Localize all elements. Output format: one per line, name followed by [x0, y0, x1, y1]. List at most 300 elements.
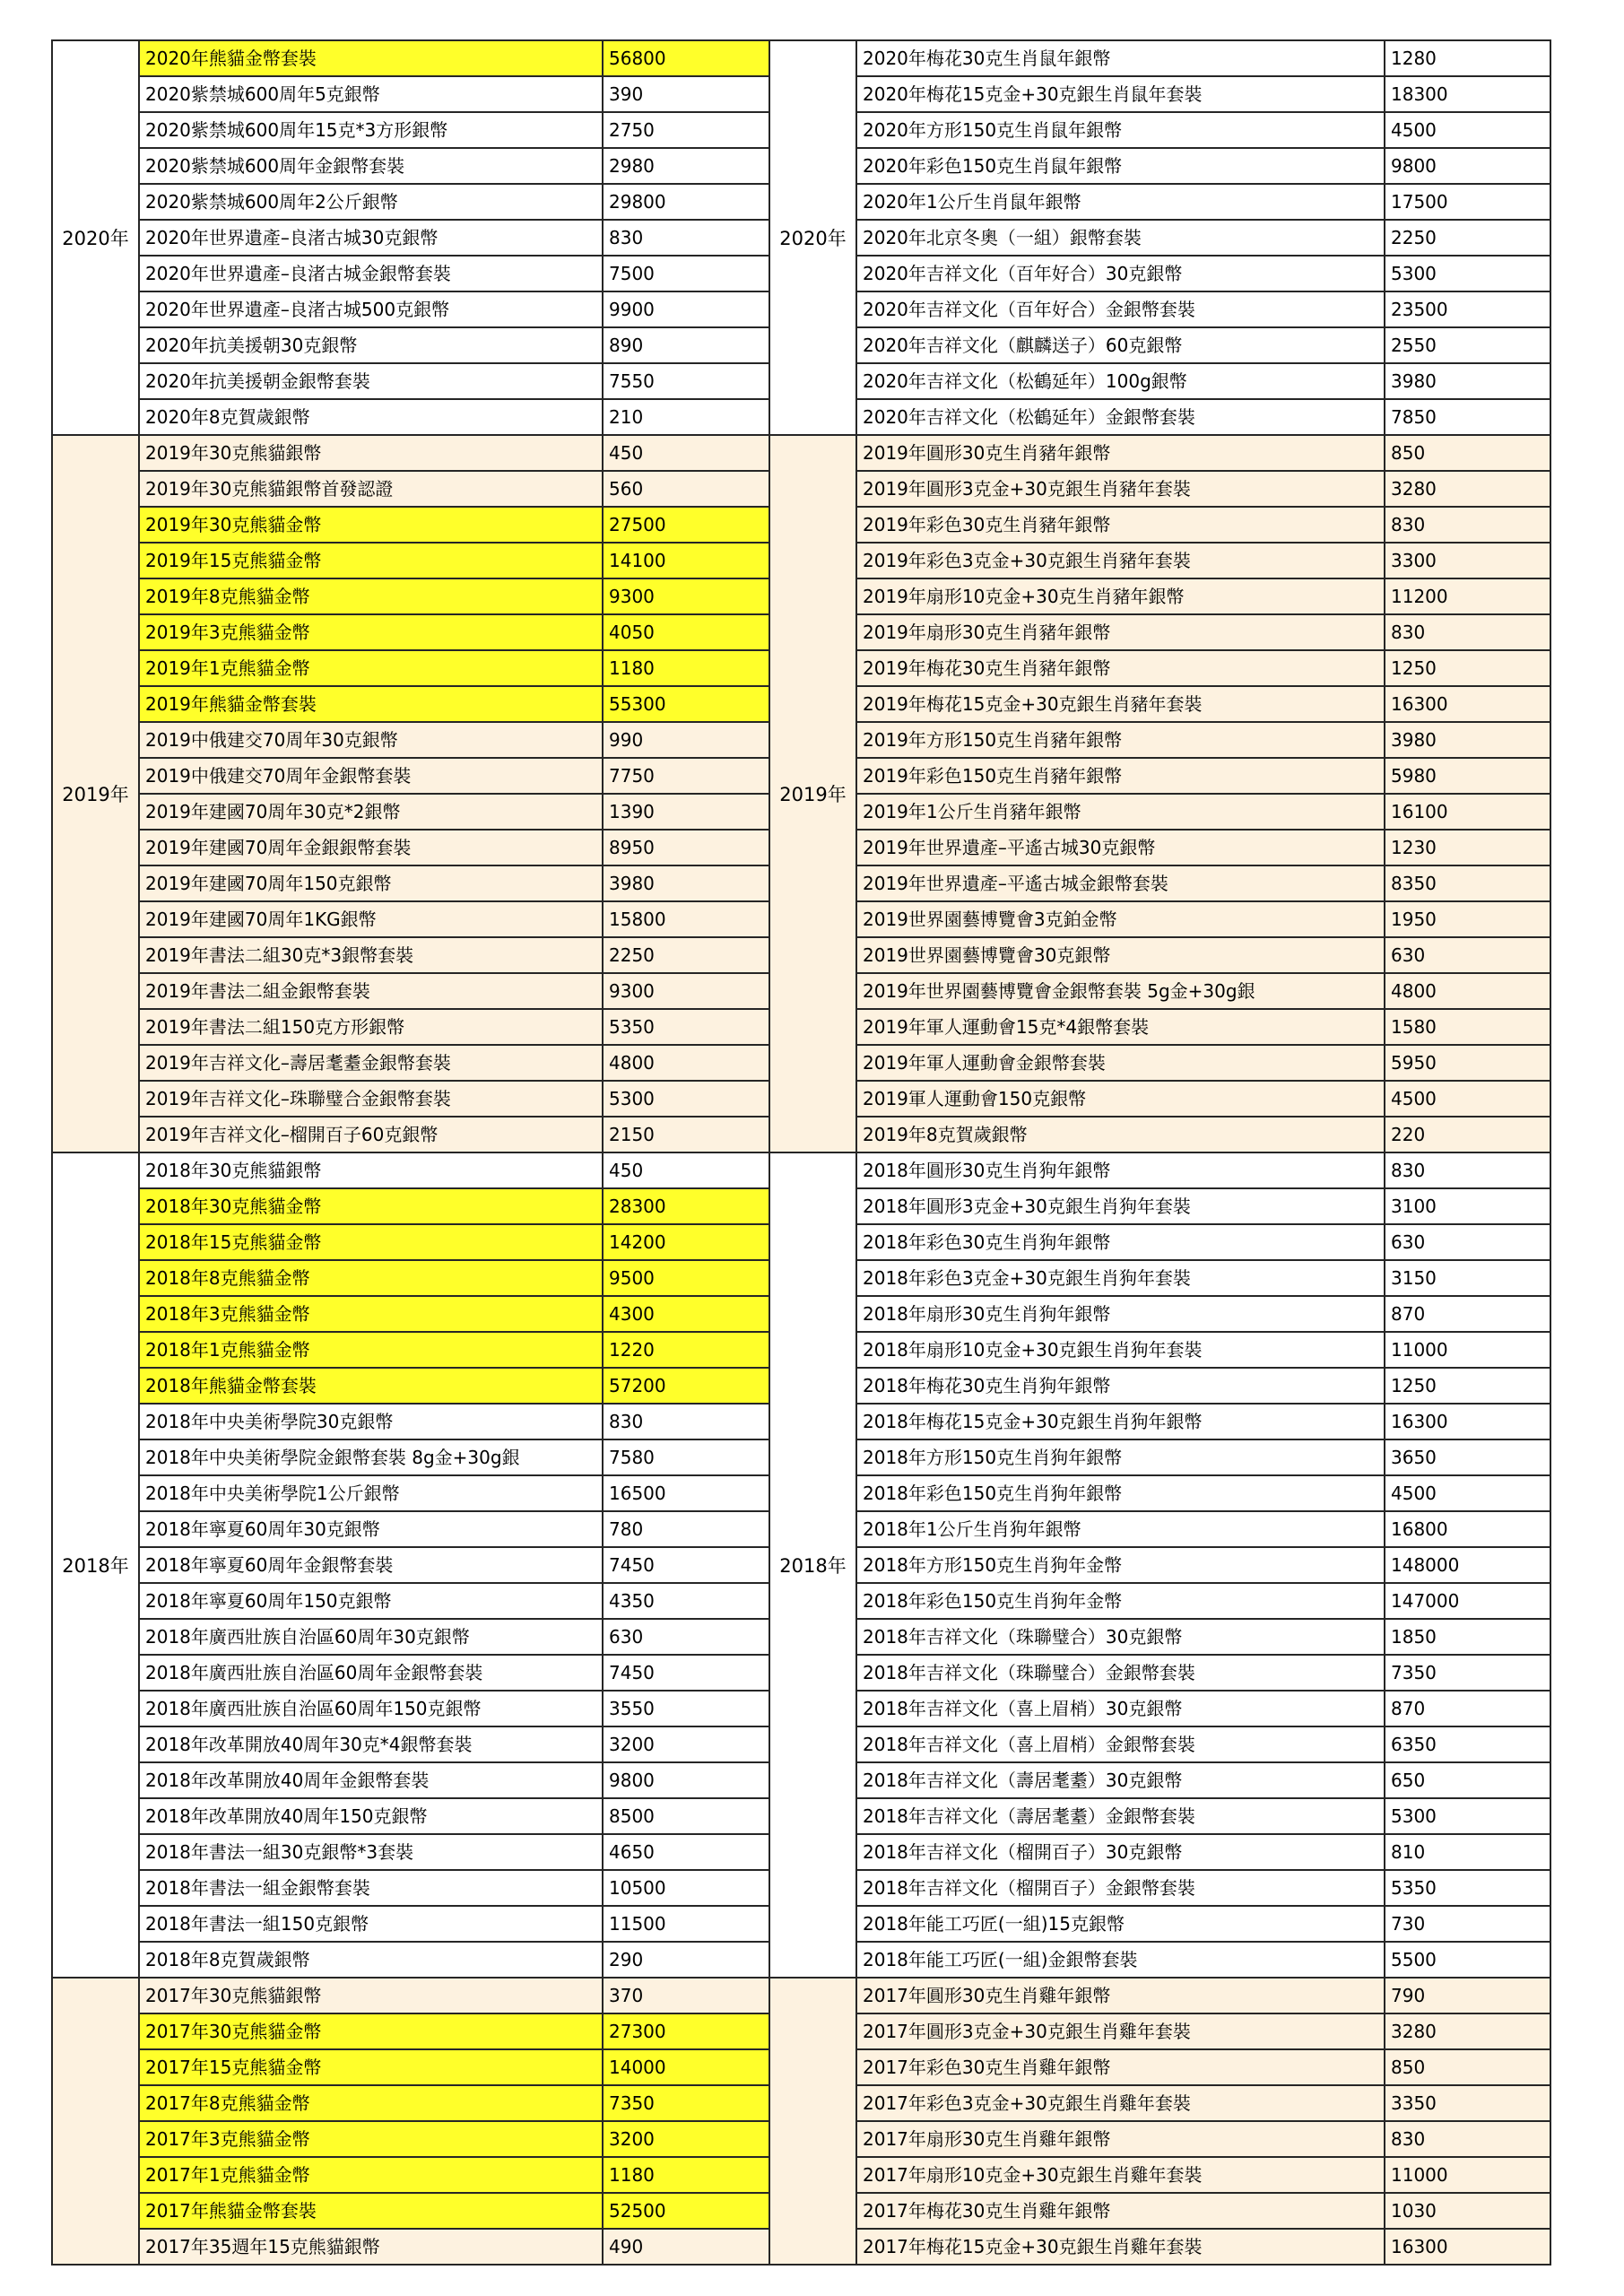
item-price: 790 — [1385, 1978, 1550, 2013]
item-name: 2018年8克賀歲銀幣 — [139, 1942, 603, 1978]
item-price: 990 — [603, 722, 771, 758]
table-row — [52, 1404, 771, 1439]
table-row — [769, 1224, 1550, 1260]
item-name: 2017年8克熊貓金幣 — [139, 2085, 603, 2121]
item-name: 2019年圓形3克金+30克銀生肖豬年套裝 — [856, 471, 1385, 507]
item-name: 2018年梅花15克金+30克銀生肖狗年銀幣 — [856, 1404, 1385, 1439]
table-row — [769, 1045, 1550, 1081]
table-row — [52, 471, 771, 507]
table-row — [769, 1978, 1550, 2013]
table-row — [769, 327, 1550, 363]
table-row — [52, 1511, 771, 1547]
table-row — [769, 1188, 1550, 1224]
item-name: 2019年世界遺產–平遙古城金銀幣套裝 — [856, 865, 1385, 901]
table-row — [52, 1439, 771, 1475]
item-name: 2018年3克熊貓金幣 — [139, 1296, 603, 1332]
table-row — [52, 937, 771, 973]
item-price: 28300 — [603, 1188, 771, 1224]
item-name: 2019年建國70周年金銀銀幣套裝 — [139, 830, 603, 865]
table-row — [769, 220, 1550, 256]
year-label: 2020年 — [769, 40, 856, 435]
item-name: 2018年改革開放40周年金銀幣套裝 — [139, 1762, 603, 1798]
year-label — [769, 1978, 856, 2265]
item-price: 2980 — [603, 148, 771, 184]
item-name: 2019年方形150克生肖豬年銀幣 — [856, 722, 1385, 758]
item-name: 2019年圓形30克生肖豬年銀幣 — [856, 435, 1385, 471]
table-row — [769, 2121, 1550, 2157]
item-name: 2019年軍人運動會15克*4銀幣套裝 — [856, 1009, 1385, 1045]
item-name: 2017年1克熊貓金幣 — [139, 2157, 603, 2193]
table-row — [52, 1691, 771, 1726]
item-name: 2020年吉祥文化（百年好合）金銀幣套裝 — [856, 291, 1385, 327]
item-name: 2019年書法二組150克方形銀幣 — [139, 1009, 603, 1045]
table-row — [52, 1009, 771, 1045]
table-row — [52, 2193, 771, 2229]
table-row — [769, 1117, 1550, 1152]
item-name: 2019年8克賀歲銀幣 — [856, 1117, 1385, 1152]
table-row — [769, 1404, 1550, 1439]
table-row — [52, 758, 771, 794]
item-price: 730 — [1385, 1906, 1550, 1942]
table-row — [52, 1045, 771, 1081]
table-row — [52, 2121, 771, 2157]
item-name: 2017年30克熊貓金幣 — [139, 2013, 603, 2049]
table-row — [769, 865, 1550, 901]
item-price: 2250 — [1385, 220, 1550, 256]
item-price: 890 — [603, 327, 771, 363]
table-row — [52, 1834, 771, 1870]
item-name: 2018年能工巧匠(一組)15克銀幣 — [856, 1906, 1385, 1942]
item-price: 830 — [1385, 1152, 1550, 1188]
item-price: 1180 — [603, 650, 771, 686]
item-price: 8950 — [603, 830, 771, 865]
table-row — [769, 1762, 1550, 1798]
item-name: 2018年能工巧匠(一組)金銀幣套裝 — [856, 1942, 1385, 1978]
table-row — [769, 830, 1550, 865]
item-price: 9900 — [603, 291, 771, 327]
item-name: 2019世界園藝博覽會3克鉑金幣 — [856, 901, 1385, 937]
item-price: 450 — [603, 1152, 771, 1188]
item-price: 7350 — [603, 2085, 771, 2121]
table-row — [52, 256, 771, 291]
table-row — [52, 1906, 771, 1942]
item-price: 11200 — [1385, 578, 1550, 614]
item-name: 2020年彩色150克生肖鼠年銀幣 — [856, 148, 1385, 184]
table-row — [769, 614, 1550, 650]
item-name: 2017年梅花30克生肖雞年銀幣 — [856, 2193, 1385, 2229]
item-price: 4050 — [603, 614, 771, 650]
item-name: 2019年世界園藝博覽會金銀幣套裝 5g金+30g銀 — [856, 973, 1385, 1009]
item-price: 7500 — [603, 256, 771, 291]
item-price: 14100 — [603, 543, 771, 578]
item-name: 2019中俄建交70周年30克銀幣 — [139, 722, 603, 758]
item-price: 11000 — [1385, 2157, 1550, 2193]
table-row — [769, 1547, 1550, 1583]
item-name: 2018年圓形30克生肖狗年銀幣 — [856, 1152, 1385, 1188]
table-row — [52, 650, 771, 686]
item-name: 2020年熊貓金幣套裝 — [139, 40, 603, 76]
item-name: 2017年梅花15克金+30克銀生肖雞年套裝 — [856, 2229, 1385, 2265]
item-name: 2017年圓形30克生肖雞年銀幣 — [856, 1978, 1385, 2013]
table-row — [52, 40, 771, 76]
item-name: 2018年廣西壯族自治區60周年150克銀幣 — [139, 1691, 603, 1726]
item-price: 1390 — [603, 794, 771, 830]
item-price: 7850 — [1385, 399, 1550, 435]
table-row — [769, 184, 1550, 220]
item-name: 2018年吉祥文化（喜上眉梢）30克銀幣 — [856, 1691, 1385, 1726]
item-name: 2020年世界遺產–良渚古城金銀幣套裝 — [139, 256, 603, 291]
item-price: 3280 — [1385, 471, 1550, 507]
item-name: 2018年中央美術學院金銀幣套裝 8g金+30g銀 — [139, 1439, 603, 1475]
item-name: 2019年吉祥文化–榴開百子60克銀幣 — [139, 1117, 603, 1152]
item-name: 2019年書法二組30克*3銀幣套裝 — [139, 937, 603, 973]
item-name: 2017年扇形30克生肖雞年銀幣 — [856, 2121, 1385, 2157]
item-price: 16800 — [1385, 1511, 1550, 1547]
item-price: 7350 — [1385, 1655, 1550, 1691]
item-name: 2020年梅花15克金+30克銀生肖鼠年套裝 — [856, 76, 1385, 112]
item-price: 7580 — [603, 1439, 771, 1475]
item-price: 16300 — [1385, 2229, 1550, 2265]
item-price: 52500 — [603, 2193, 771, 2229]
table-row — [769, 1583, 1550, 1619]
item-price: 630 — [1385, 1224, 1550, 1260]
item-name: 2019年彩色3克金+30克銀生肖豬年套裝 — [856, 543, 1385, 578]
item-price: 450 — [603, 435, 771, 471]
item-price: 7450 — [603, 1655, 771, 1691]
item-price: 4500 — [1385, 1475, 1550, 1511]
item-price: 870 — [1385, 1296, 1550, 1332]
item-price: 2550 — [1385, 327, 1550, 363]
item-name: 2020年吉祥文化（松鶴延年）100g銀幣 — [856, 363, 1385, 399]
item-name: 2020紫禁城600周年15克*3方形銀幣 — [139, 112, 603, 148]
item-price: 7550 — [603, 363, 771, 399]
table-row — [52, 1188, 771, 1224]
table-row — [769, 1152, 1550, 1188]
table-row — [769, 507, 1550, 543]
item-name: 2019年15克熊貓金幣 — [139, 543, 603, 578]
item-price: 1230 — [1385, 830, 1550, 865]
item-name: 2017年35週年15克熊貓銀幣 — [139, 2229, 603, 2265]
item-price: 2250 — [603, 937, 771, 973]
item-name: 2017年熊貓金幣套裝 — [139, 2193, 603, 2229]
table-row — [769, 399, 1550, 435]
item-price: 5300 — [603, 1081, 771, 1117]
item-price: 3980 — [603, 865, 771, 901]
item-price: 8350 — [1385, 865, 1550, 901]
item-name: 2019年梅花30克生肖豬年銀幣 — [856, 650, 1385, 686]
item-name: 2018年彩色150克生肖狗年金幣 — [856, 1583, 1385, 1619]
item-price: 17500 — [1385, 184, 1550, 220]
table-row — [769, 758, 1550, 794]
item-price: 3100 — [1385, 1188, 1550, 1224]
item-price: 780 — [603, 1511, 771, 1547]
item-name: 2019年8克熊貓金幣 — [139, 578, 603, 614]
item-price: 3550 — [603, 1691, 771, 1726]
table-row — [769, 148, 1550, 184]
item-price: 650 — [1385, 1762, 1550, 1798]
item-price: 4300 — [603, 1296, 771, 1332]
item-price: 4500 — [1385, 1081, 1550, 1117]
table-row — [52, 507, 771, 543]
item-price: 16500 — [603, 1475, 771, 1511]
table-row — [52, 363, 771, 399]
item-name: 2020年方形150克生肖鼠年銀幣 — [856, 112, 1385, 148]
item-price: 1580 — [1385, 1009, 1550, 1045]
item-price: 4500 — [1385, 112, 1550, 148]
item-name: 2019年30克熊貓銀幣 — [139, 435, 603, 471]
item-name: 2018年扇形10克金+30克銀生肖狗年套裝 — [856, 1332, 1385, 1368]
item-price: 18300 — [1385, 76, 1550, 112]
table-row — [769, 76, 1550, 112]
item-price: 850 — [1385, 435, 1550, 471]
item-price: 11000 — [1385, 1332, 1550, 1368]
item-name: 2018年吉祥文化（榴開百子）30克銀幣 — [856, 1834, 1385, 1870]
item-price: 210 — [603, 399, 771, 435]
item-price: 6350 — [1385, 1726, 1550, 1762]
item-name: 2018年1克熊貓金幣 — [139, 1332, 603, 1368]
item-name: 2018年方形150克生肖狗年金幣 — [856, 1547, 1385, 1583]
item-name: 2018年圓形3克金+30克銀生肖狗年套裝 — [856, 1188, 1385, 1224]
item-name: 2020年8克賀歲銀幣 — [139, 399, 603, 435]
table-row — [769, 1870, 1550, 1906]
table-row — [769, 2229, 1550, 2265]
table-row — [769, 2085, 1550, 2121]
table-row — [769, 363, 1550, 399]
item-price: 3200 — [603, 1726, 771, 1762]
item-price: 3980 — [1385, 722, 1550, 758]
item-price: 5350 — [603, 1009, 771, 1045]
item-price: 370 — [603, 1978, 771, 2013]
item-price: 27300 — [603, 2013, 771, 2049]
table-row — [52, 1081, 771, 1117]
table-row — [769, 2157, 1550, 2193]
left-price-table — [51, 39, 772, 2266]
item-name: 2018年彩色30克生肖狗年銀幣 — [856, 1224, 1385, 1260]
item-name: 2019年扇形10克金+30克生肖豬年銀幣 — [856, 578, 1385, 614]
year-label: 2018年 — [52, 1152, 139, 1978]
item-name: 2018年15克熊貓金幣 — [139, 1224, 603, 1260]
item-price: 11500 — [603, 1906, 771, 1942]
table-row — [769, 543, 1550, 578]
item-price: 830 — [603, 1404, 771, 1439]
item-price: 1030 — [1385, 2193, 1550, 2229]
item-price: 3650 — [1385, 1439, 1550, 1475]
item-price: 10500 — [603, 1870, 771, 1906]
table-row — [52, 1655, 771, 1691]
item-price: 830 — [1385, 614, 1550, 650]
table-row — [769, 1691, 1550, 1726]
table-row — [769, 1834, 1550, 1870]
table-row — [52, 830, 771, 865]
table-row — [769, 112, 1550, 148]
table-row — [769, 1619, 1550, 1655]
item-price: 9800 — [1385, 148, 1550, 184]
table-row — [769, 1332, 1550, 1368]
item-name: 2019年扇形30克生肖豬年銀幣 — [856, 614, 1385, 650]
table-row — [52, 1583, 771, 1619]
table-row — [769, 1081, 1550, 1117]
table-row — [52, 399, 771, 435]
table-row — [52, 794, 771, 830]
table-row — [52, 973, 771, 1009]
item-price: 3200 — [603, 2121, 771, 2157]
item-price: 14000 — [603, 2049, 771, 2085]
item-price: 290 — [603, 1942, 771, 1978]
item-name: 2020年吉祥文化（松鶴延年）金銀幣套裝 — [856, 399, 1385, 435]
item-name: 2019年30克熊貓銀幣首發認證 — [139, 471, 603, 507]
item-name: 2018年30克熊貓金幣 — [139, 1188, 603, 1224]
item-price: 23500 — [1385, 291, 1550, 327]
item-name: 2018年吉祥文化（榴開百子）金銀幣套裝 — [856, 1870, 1385, 1906]
item-name: 2018年廣西壯族自治區60周年30克銀幣 — [139, 1619, 603, 1655]
item-price: 5500 — [1385, 1942, 1550, 1978]
item-name: 2019年3克熊貓金幣 — [139, 614, 603, 650]
table-row — [769, 794, 1550, 830]
table-row — [769, 937, 1550, 973]
item-price: 14200 — [603, 1224, 771, 1260]
table-row — [52, 722, 771, 758]
table-row — [769, 1260, 1550, 1296]
item-price: 5350 — [1385, 1870, 1550, 1906]
table-row — [52, 2085, 771, 2121]
table-row — [52, 578, 771, 614]
item-price: 1280 — [1385, 40, 1550, 76]
item-name: 2018年吉祥文化（珠聯璧合）金銀幣套裝 — [856, 1655, 1385, 1691]
table-row — [769, 578, 1550, 614]
item-price: 390 — [603, 76, 771, 112]
table-row — [52, 148, 771, 184]
item-price: 3280 — [1385, 2013, 1550, 2049]
item-name: 2018年書法一組金銀幣套裝 — [139, 1870, 603, 1906]
year-label — [52, 1978, 139, 2265]
table-row — [769, 973, 1550, 1009]
table-row — [52, 435, 771, 471]
table-row — [769, 435, 1550, 471]
item-price: 4650 — [603, 1834, 771, 1870]
item-price: 830 — [1385, 2121, 1550, 2157]
item-name: 2019年建國70周年30克*2銀幣 — [139, 794, 603, 830]
item-name: 2020年世界遺產–良渚古城500克銀幣 — [139, 291, 603, 327]
item-price: 5980 — [1385, 758, 1550, 794]
item-price: 2750 — [603, 112, 771, 148]
table-row — [769, 1368, 1550, 1404]
item-name: 2020年抗美援朝30克銀幣 — [139, 327, 603, 363]
item-name: 2019年1公斤生肖豬年銀幣 — [856, 794, 1385, 830]
year-label: 2018年 — [769, 1152, 856, 1978]
table-row — [769, 650, 1550, 686]
item-name: 2020紫禁城600周年2公斤銀幣 — [139, 184, 603, 220]
item-price: 147000 — [1385, 1583, 1550, 1619]
item-name: 2018年書法一組30克銀幣*3套裝 — [139, 1834, 603, 1870]
table-row — [52, 2157, 771, 2193]
table-row — [52, 686, 771, 722]
item-name: 2018年寧夏60周年150克銀幣 — [139, 1583, 603, 1619]
item-name: 2017年圓形3克金+30克銀生肖雞年套裝 — [856, 2013, 1385, 2049]
item-name: 2018年1公斤生肖狗年銀幣 — [856, 1511, 1385, 1547]
table-row — [769, 1798, 1550, 1834]
item-name: 2018年寧夏60周年金銀幣套裝 — [139, 1547, 603, 1583]
table-row — [769, 1296, 1550, 1332]
item-price: 7750 — [603, 758, 771, 794]
item-name: 2018年書法一組150克銀幣 — [139, 1906, 603, 1942]
item-name: 2018年扇形30克生肖狗年銀幣 — [856, 1296, 1385, 1332]
item-name: 2019年建國70周年150克銀幣 — [139, 865, 603, 901]
table-row — [769, 1726, 1550, 1762]
table-row — [52, 1368, 771, 1404]
item-name: 2018年8克熊貓金幣 — [139, 1260, 603, 1296]
item-price: 57200 — [603, 1368, 771, 1404]
table-row — [769, 2193, 1550, 2229]
item-name: 2019年熊貓金幣套裝 — [139, 686, 603, 722]
item-name: 2017年30克熊貓銀幣 — [139, 1978, 603, 2013]
table-row — [52, 1798, 771, 1834]
item-price: 16300 — [1385, 1404, 1550, 1439]
item-name: 2019年梅花15克金+30克銀生肖豬年套裝 — [856, 686, 1385, 722]
item-name: 2017年彩色3克金+30克銀生肖雞年套裝 — [856, 2085, 1385, 2121]
item-price: 1220 — [603, 1332, 771, 1368]
item-price: 560 — [603, 471, 771, 507]
item-name: 2020年梅花30克生肖鼠年銀幣 — [856, 40, 1385, 76]
table-row — [52, 2013, 771, 2049]
table-row — [769, 722, 1550, 758]
table-row — [52, 1117, 771, 1152]
table-row — [769, 291, 1550, 327]
table-row — [52, 1296, 771, 1332]
table-row — [52, 1332, 771, 1368]
table-row — [52, 112, 771, 148]
item-name: 2020年1公斤生肖鼠年銀幣 — [856, 184, 1385, 220]
item-name: 2019年書法二組金銀幣套裝 — [139, 973, 603, 1009]
item-price: 1180 — [603, 2157, 771, 2193]
item-price: 148000 — [1385, 1547, 1550, 1583]
item-name: 2019年世界遺產–平遙古城30克銀幣 — [856, 830, 1385, 865]
table-row — [769, 1906, 1550, 1942]
item-price: 9300 — [603, 973, 771, 1009]
item-price: 7450 — [603, 1547, 771, 1583]
item-name: 2018年改革開放40周年30克*4銀幣套裝 — [139, 1726, 603, 1762]
item-name: 2018年吉祥文化（珠聯璧合）30克銀幣 — [856, 1619, 1385, 1655]
table-row — [769, 901, 1550, 937]
item-price: 1250 — [1385, 1368, 1550, 1404]
table-row — [769, 1009, 1550, 1045]
item-price: 3150 — [1385, 1260, 1550, 1296]
item-price: 27500 — [603, 507, 771, 543]
table-row — [769, 471, 1550, 507]
item-name: 2018年熊貓金幣套裝 — [139, 1368, 603, 1404]
table-row — [769, 686, 1550, 722]
item-name: 2019世界園藝博覽會30克銀幣 — [856, 937, 1385, 973]
item-price: 55300 — [603, 686, 771, 722]
item-name: 2018年30克熊貓銀幣 — [139, 1152, 603, 1188]
item-price: 630 — [603, 1619, 771, 1655]
item-name: 2019年吉祥文化–壽居耄耋金銀幣套裝 — [139, 1045, 603, 1081]
item-name: 2017年3克熊貓金幣 — [139, 2121, 603, 2157]
table-row — [769, 40, 1550, 76]
table-row — [52, 1978, 771, 2013]
item-price: 490 — [603, 2229, 771, 2265]
item-price: 2150 — [603, 1117, 771, 1152]
item-name: 2020紫禁城600周年金銀幣套裝 — [139, 148, 603, 184]
item-price: 630 — [1385, 937, 1550, 973]
item-price: 220 — [1385, 1117, 1550, 1152]
item-price: 5950 — [1385, 1045, 1550, 1081]
table-row — [52, 543, 771, 578]
table-row — [52, 1547, 771, 1583]
item-name: 2018年吉祥文化（壽居耄耋）金銀幣套裝 — [856, 1798, 1385, 1834]
item-price: 830 — [603, 220, 771, 256]
table-row — [52, 1870, 771, 1906]
item-name: 2017年彩色30克生肖雞年銀幣 — [856, 2049, 1385, 2085]
